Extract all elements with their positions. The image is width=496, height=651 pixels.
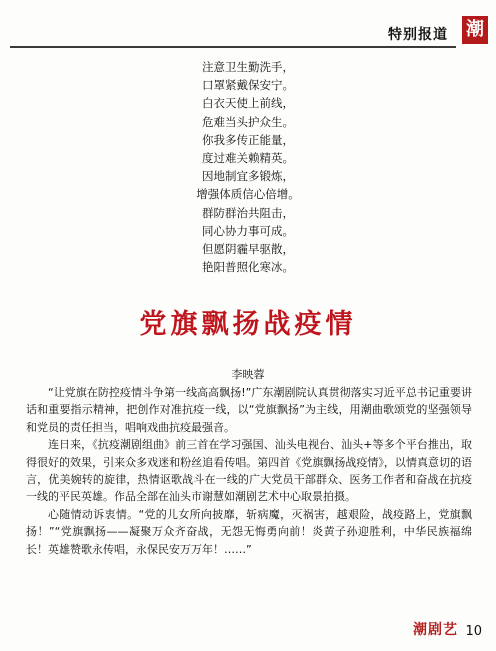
- article-paragraph: 连日来，《抗疫潮剧组曲》前三首在学习强国、汕头电视台、汕头+等多个平台推出，取得很好的效果，引来众多戏迷和粉丝追看传唱。第四首《党旗飘扬战疫情》，以情真意切的语言，优美婉转的旋律，热情讴歌战斗在一线的广大党员干部群众、医务工作者和奋战在抗疫一线的平民英雄。作品全部在汕头市谢慧如潮剧艺术中心取景拍摄。: [26, 438, 472, 504]
- header-divider: [10, 46, 456, 48]
- poem-line: 危难当头护众生。: [202, 114, 294, 129]
- article-author: 李映蓉: [231, 368, 265, 381]
- article-paragraph: “让党旗在防控疫情斗争第一线高高飘扬!”广东潮剧院认真贯彻落实习近平总书记重要讲话和重要指示精神，把创作对准抗疫一线，以“党旗飘扬”为主线，用潮曲歌颂党的坚强领导和党员的责任担当，唱响戏曲抗疫最强音。: [26, 386, 472, 434]
- corner-seal-logo: 潮: [462, 16, 488, 44]
- poem-line: 因地制宜多锻炼，: [202, 169, 294, 184]
- article-paragraph: 心随情动诉衷情。“党的儿女所向披靡，斩病魔，灭祸害，越艰险，战疫路上，党旗飘扬！”“党旗飘扬——凝聚万众齐奋战，无怨无悔勇向前！炎黄子孙迎胜利，中华民族福绵长！英雄赞歌永传唱，永保民安万万年！……”: [26, 507, 472, 556]
- poem-line: 你我多传正能量，: [202, 132, 294, 147]
- poem-line: 白衣天使上前线，: [202, 96, 294, 111]
- poem-block: [0, 58, 496, 276]
- article-body: [26, 384, 472, 558]
- poem-line: 同心协力事可成。: [202, 223, 294, 238]
- poem-line: 但愿阴霾早驱散，: [202, 242, 294, 257]
- page-number: 10: [465, 624, 482, 639]
- poem-line: 口罩紧戴保安宁。: [202, 78, 294, 93]
- magazine-logo: 潮剧艺: [413, 622, 458, 638]
- section-label: 特别报道: [388, 27, 448, 43]
- poem-line: 度过难关赖精英。: [202, 151, 294, 166]
- poem-line: 注意卫生勤洗手，: [202, 60, 294, 74]
- article-title: 党旗飘扬战疫情: [139, 309, 357, 340]
- poem-line: 增强体质信心倍增。: [196, 187, 300, 202]
- poem-line: 群防群治共阻击，: [202, 205, 294, 220]
- poem-line: 艳阳普照化寒冰。: [202, 260, 294, 275]
